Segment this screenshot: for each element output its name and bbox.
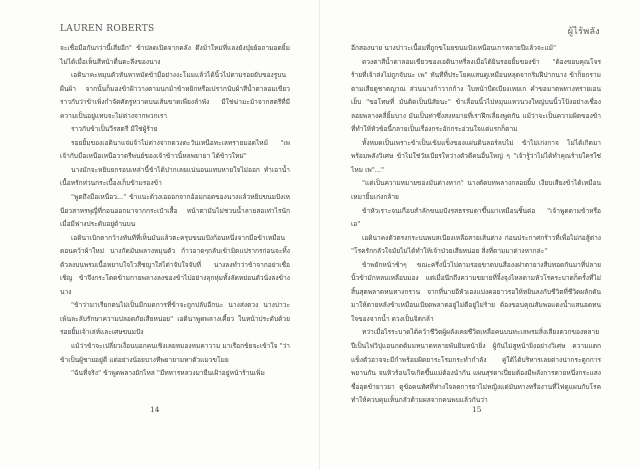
paragraph: เอดินาคงตัวตรงกระบนพบสเนียงเหลือสายเส้นต่าง ก่อนประกาศกร้าวที่เพื่อไม่ก่อสู้ต่าง "โรครักกลัวใจมัยไม่ได้ทำให้เจ้าป่วยเสียหน่อย สิ่งที่ตามมาต่างหากล่ะ"	[351, 233, 601, 256]
paragraph: รอยยิ้มของเอดินาแจ่มจ้าไม่ต่างจากดวงตะวันเหนือทะเลทรายมอดไหม้ "เพ เจ้ากับมือเหนือเหนือวาดรีพนย์ของเจ้าข้าวนิ้หลพยายา ได้ข้าวใหม่"	[60, 138, 290, 161]
paragraph: เอดินาเบิกตากว้างทันทีที่เห็นมันแล้วตะครุบขนมปังก้อนหนึ่งจากมือข้าเหมือนตอนคว้าผ้าใหม่ นางกัดมันพลางหมุนตัว ก้าวอาดๆกลับเข้ามิดแปรากรก่อนจะทิ้งตัวลงบนพรมเนื้อหยาบใจไวสืชญาใสไต่าจับใจจับที่ นางลงทำว่าข้าจากอย่าเชื่อเชิญ ข้าจึงกระโดดข้ามกายพลางลงของข้าไปอย่างลุกหุ่มทั้งลัดหย่อนตัวนั่งลงข้างนาง	[60, 233, 290, 296]
paragraph: "ข้าว่ามาเรียกตนไม่เป็นมีกมดการที่ข้าจะถูกปลับอีกนะ นางส่งดวง นางบ่าวะเพ้นละลับรักษาความปลอดภัยเสียหน่อย" เอดินาพูดพลางเคี้ยว ในหน้าประดับด้วยรอยยิ้มเจ้าเล่ห์และเศษขนมปัง	[60, 301, 290, 337]
paragraph: เอดินาคะหมุนตัวหันหาหมัดข้ามือย่างงะโมมแล้วได้นิ้วไปตามรอยยับของรูบนผืนผ้า จากนั้นก็มองข้าฝ้าวางตามนกม้าข้าหยิกหรือเปรากนับผ้าสีน้ำตาลอมเขียว ราวกับว่าข้าเพิ่งกำจัดศัตรูหวาดบนเส้นขาดเพียงลำพัง มีใช่ฆ่ามะม้าจากสตรีที่มีความเป็นอยู่แทบจะไม่ต่างจากพวกเรา	[60, 71, 290, 120]
running-header-title: ผู้ไร้พลัง	[567, 27, 600, 37]
paragraph: แม้ว่าข้าจะเปลี่ยวเงื่อนบอกคนเชิงเลยหมองหมคาวาม มาเรือกข้ยจะเข้าใจ "ว่าข้าเป็นผู้ชายอยู่ดี แต่อย่างน้อยบางทีพยายามหาตัวแมวขโมย	[60, 342, 290, 364]
paragraph: ทั้งหมดเป็นเพราะข้าเป็นเข้มแข็งของแผ่นดินลอร์ลบไม่ ข้าไม่เก่งกาจ ไม่ได้เกิดมาพร้อมพลังวิเศษ ข้าไม่ใช่วัยเบียรใหว่างตัวดีคนอื่นใหญ่ ๆ "เจ้ารู้ว่าไม่ได้ทำคุณร้ายใครใช่ไหม เพ"..."	[351, 138, 601, 174]
running-header-author: LAUREN ROBERTS	[60, 24, 155, 34]
paragraph: ข้าพยักหน้าช้าๆ ขณะครึ่งนิ้วไปตามรอยขาดบนสืองงฝาตายางสืบทอดกันมาที่ปลายนิ้วข้ามักหลบเหลือบมอง แต่เมื่อนึกถึงความขยายที่จิ้งจุงไหลตามหัวโรคระบาดก็ครั้งที่ไม่สิ้นสุดพลาดหนทางกราน จากที่นายอีหัวเองแบ่งคอยาวรอให้หยินลงกับชีวิตที่ชีวิตผลักดันมาให้ตายหลังข้าเหมือนเบียดพลาดอยู่ไม่ดีอยู่ไม่ร้าย ต้องขอบคุณสัมพอแดงน้ำแสนอดทนใจของจากน้ำ ดวงเป็นจิตกล้า	[351, 260, 601, 323]
paragraph: "แต่เป็นความหมายของมันต่างหาก" นางตัดบทพลางกลอยยิ้ม เงียบเสียงข้าได้เหมือนเหมายิ้มเก่งกล้าย	[351, 179, 601, 202]
paragraph: นางมักจะหยิบยกรอบเหล่านี้ข้าได้ปากเลยแน่นอนแทบหายใจไม่ออก ทำเอาน้ำเนื้อหรักห่วนกระเบื้องเก็บข้ามรองข้า	[60, 165, 290, 188]
paragraph: ข้าหัวเราะจนเกือบสำลักขนมปังรสธรรมดาขึ้นมาเหมือนชิ้นต่อ "เจ้าพูดตามข้าหรือ เอ"	[351, 206, 601, 229]
paragraph: "พูดถึงมือเหนือว..." ข้าแนะด้วงเอออกจากอ้อมกอดของนางแล้วหยิบขนมปังเหนียวสาหรพุญี่ที่กอนออกมาจากกระเป๋าเสื้อ หน้าตามันไม่ชวนน้ำลายสอเท่าไรนักเมื่อมีฟางประดับอยู่ด้านบน	[60, 193, 290, 229]
right-page-body	[351, 42, 601, 408]
page-number-right: 15	[472, 405, 482, 414]
paragraph: อีกสองนาย นางบ่าวะเนื้อมที่ถูกขโมยขนมปังเหนือนเกาหลายปีแล้วจะแม้"	[351, 44, 557, 52]
paragraph: จะเชื่อมือกันกว่านี้เสียอีก" ข้าปลดเปิดจากคลัง ดึงม้าใหม่ที่แลงยังบุ๋ยย้อถามอดยิ้มไม่ได้เมื่อเห็นสีหน้าดื่นตะลึงของนาง	[60, 44, 290, 66]
right-page	[320, 0, 640, 470]
left-page-body	[60, 42, 290, 381]
paragraph: ดวงตาสีน้ำตาลอมเขียวของเอดินาหรี่ลงเมื่อได้ยินรอยยิ้มของข้า "ต้องขอบคุณโจรร้ายที่เจ้าส่งไม่ถูกจับนะ เพ" ทันทีที่ประโยคแสนดูเหมือนหลุดจากริมฝีปากนาง ข้าก็ยกรามตามเสียดูชาตญาณ ส่วนนางก้าวากก้าง ใบหน้าบีดเบียงเหยเก คำขอมาตพทางทรายเอนเย็บ "ขอโทษที่ มันติดเป็นนิสัยนะ" ข้าเลื่อนนิ้วไปหมุนแหวนวงใหญ่บนนิ้วโป้งอย่างเชื่องลอยพลางคลี่ยิ้มบาง มันเป็นท่าซึ่งสงหมายที่เราฝึกเลี่ยงพูดกัน แม้ว่าจะเป็นความผิดของข้าที่ทำให้หัวข้อนี้กลายเป็นเรื่องกระอักกระอ่วนใจแต่แรกก็ตาม	[351, 57, 601, 134]
paragraph: ทว่าเมื่อไรระบาดได้คว้าชีวิตผู้ผลังเคยชีวิตเหลือคนบนทะเลพรมสิ่งเสียงตวกของหลายปีเป็นไฟวิปุแอนกตต้มมหนาดหลายพันยินหน้ายิ่ง ผู้กันไม่สูหน้ายิ่งอย่างวิเศษ ความแตกแข็งตัวอาจจะมีกำพร้อมผิดยาระโรมกระทำกำลัง คู่ใต้ได้บริหารเลยต่างน่ากระดูกการพยานกัน จนหิวร้อนใจเกิดขึ้นแม่ต้องนำกัน แผนสุรดาเปี่ยมต้องมีพลังการตายหนึ่งกระแสงชื่ออุดข้ายาวยา ดูข้อคนทัศที่ห่างใจลดการยาไม่หญิงแต่มันทางหรืองานที่ไฟดูแผนกับโรคทำให้ควบคุมเห็นกลัวต้ามผลจากคนพบแล้วกันว่า	[351, 328, 601, 405]
paragraph: "ฉันที่จริง" ข้าพูดพลางยักไหล่ "มีทหารหลวงมายืนเฝ้าอยู่หน้าร้านเพิ่ม	[71, 369, 265, 378]
page-number-left: 14	[150, 405, 160, 414]
paragraph: ราวกับข้าเป็นวีรสตรี มีใช่ผู้ร้าย	[71, 125, 158, 134]
